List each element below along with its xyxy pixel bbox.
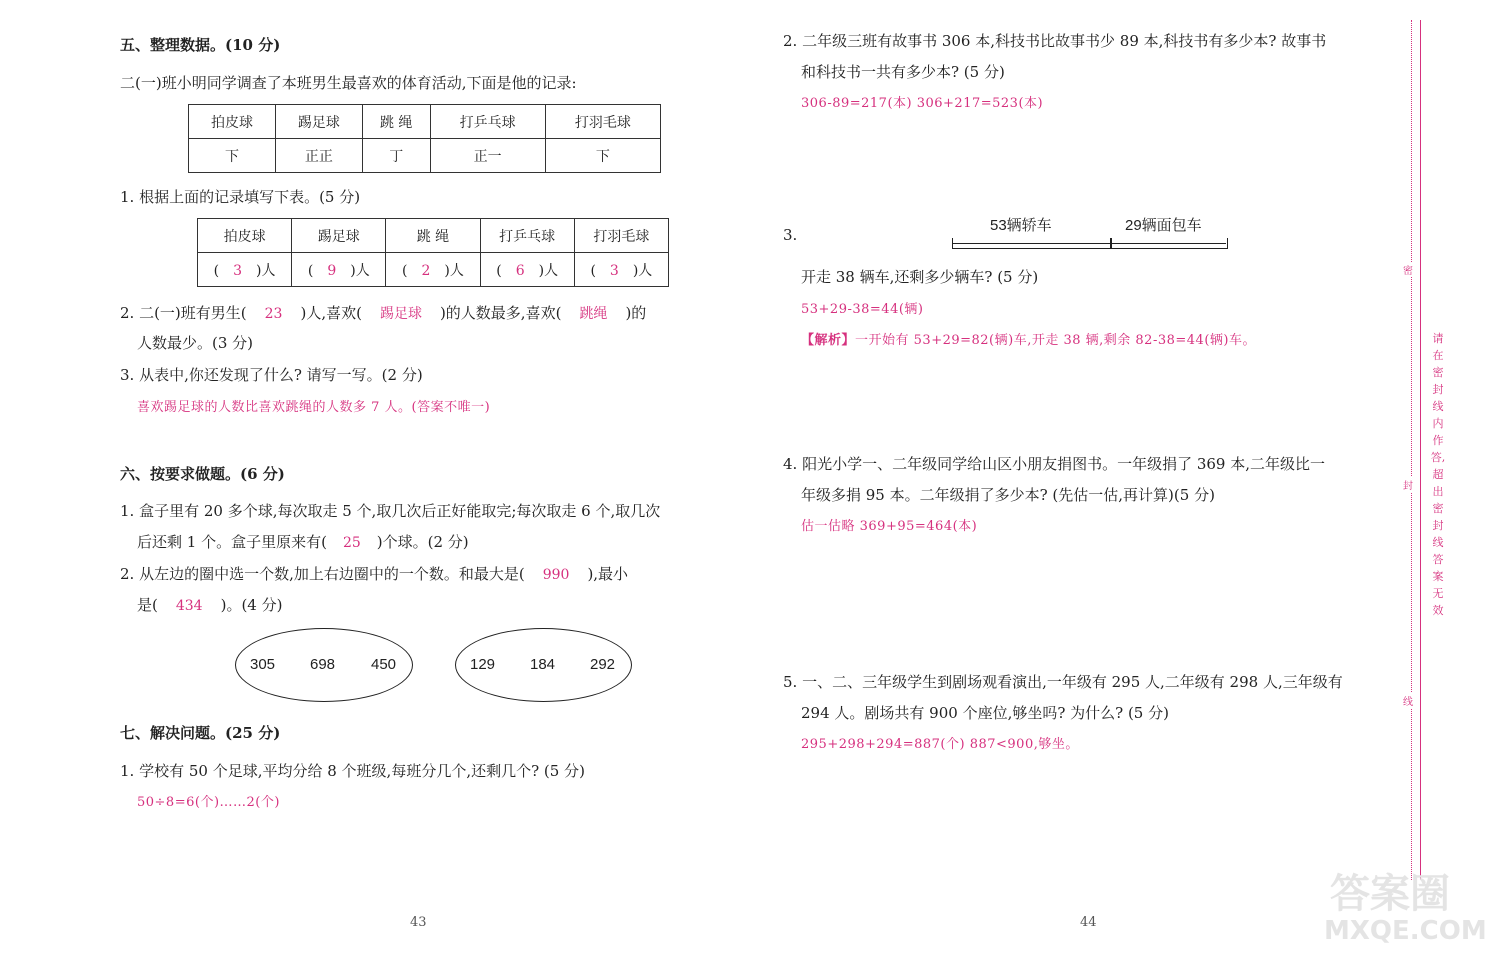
page-number-right: 44 [1080,915,1097,930]
r-question-2-line2: 和科技书一共有多少本? (5 分) [801,63,1005,81]
r-question-3-answer: 53+29-38=44(辆) [801,302,924,317]
question-3-text: 3. 从表中,你还发现了什么? 请写一写。(2 分) [120,366,423,384]
watermark-url: MXQE.COM [1324,916,1487,946]
r-question-4-answer: 估一估略 369+95=464(本) [801,519,978,534]
r-question-4-line2: 年级多捐 95 本。二年级捐了多少本? (先估一估,再计算)(5 分) [801,486,1215,504]
s6-question-2-line1: 2. 从左边的圈中选一个数,加上右边圈中的一个数。和最大是( 990 ),最小 [120,565,629,583]
count-cell-0: ( 3 )人 [198,253,292,287]
right-circle-number-2: 292 [590,656,616,673]
q2-answer-boys: 23 [264,306,283,322]
page-number-left: 43 [410,915,427,930]
count-cell-1: ( 9 )人 [292,253,386,287]
count-cell-2: ( 2 )人 [386,253,480,287]
q2-answer-most: 踢足球 [379,306,422,322]
s7-question-1-text: 1. 学校有 50 个足球,平均分给 8 个班级,每班分几个,还剩几个? (5 分) [120,762,585,780]
seal-mark-bottom: 线 [1403,693,1413,708]
r-question-2-line1: 2. 二年级三班有故事书 306 本,科技书比故事书少 89 本,科技书有多少本? 故事书 [783,32,1327,50]
tally-mark-1: 正正 [275,139,362,173]
tally-header-0: 拍皮球 [189,105,276,139]
bar-label-vans: 29辆面包车 [1125,217,1202,234]
tally-mark-2: 丁 [362,139,430,173]
tally-header-2: 跳 绳 [362,105,430,139]
tally-header-3: 打乒乓球 [430,105,545,139]
tally-table [188,104,661,173]
question-2-line2: 人数最少。(3 分) [137,334,254,352]
analysis-tag: 【解析】 [801,333,856,348]
tally-header-4: 打羽毛球 [545,105,660,139]
r-question-3-number: 3. [783,226,798,244]
seal-line-notice: 请在密封线内作答,超出密封线答案无效 [1430,332,1446,617]
seal-mark-top: 密 [1403,262,1413,277]
left-circle-number-2: 450 [371,656,397,673]
seal-mark-middle: 封 [1403,477,1413,492]
left-circle-number-1: 698 [310,656,336,673]
question-3-answer: 喜欢踢足球的人数比喜欢跳绳的人数多 7 人。(答案不唯一) [137,400,491,415]
bar-label-cars: 53辆轿车 [990,217,1052,234]
count-answer-4: 3 [609,262,619,279]
s6q2-answer-max: 990 [542,567,570,583]
question-2-line1: 2. 二(一)班有男生( 23 )人,喜欢( 踢足球 )的人数最多,喜欢( 跳绳 )的 [120,304,647,322]
count-table [197,218,669,287]
tally-mark-4: 下 [545,139,660,173]
count-header-2: 跳 绳 [386,219,480,253]
section5-intro: 二(一)班小明同学调查了本班男生最喜欢的体育活动,下面是他的记录: [120,74,577,92]
section6-title: 六、按要求做题。(6 分) [120,465,285,483]
s7-question-1-answer: 50÷8=6(个)……2(个) [137,795,280,810]
question-1-text: 1. 根据上面的记录填写下表。(5 分) [120,188,361,206]
tally-header-1: 踢足球 [275,105,362,139]
count-header-0: 拍皮球 [198,219,292,253]
q2-answer-least: 跳绳 [579,306,608,322]
r-question-2-answer: 306-89=217(本) 306+217=523(本) [801,96,1044,111]
r-question-5-answer: 295+298+294=887(个) 887<900,够坐。 [801,737,1079,752]
r-question-5-line1: 5. 一、二、三年级学生到剧场观看演出,一年级有 295 人,二年级有 298 人,三年级有 [783,673,1343,691]
seal-line-solid [1420,20,1421,880]
count-answer-2: 2 [421,262,431,279]
watermark-logo-text: 答案圈 [1330,871,1450,917]
r-question-5-line2: 294 人。剧场共有 900 个座位,够坐吗? 为什么? (5 分) [801,704,1169,722]
section7-title: 七、解决问题。(25 分) [120,724,281,742]
s6-question-2-line2: 是( 434 )。(4 分) [137,596,283,614]
r-question-3-analysis: 【解析】一开始有 53+29=82(辆)车,开走 38 辆,剩余 82-38=44(辆)车。 [801,333,1256,348]
section5-title: 五、整理数据。(10 分) [120,36,281,54]
count-header-3: 打乒乓球 [480,219,574,253]
s6q2-answer-min: 434 [175,598,203,614]
right-circle-number-1: 184 [530,656,556,673]
s6-question-1-line2: 后还剩 1 个。盒子里原来有( 25 )个球。(2 分) [137,533,469,551]
count-answer-1: 9 [327,262,337,279]
seal-line-dotted [1411,20,1412,880]
tally-mark-3: 正一 [430,139,545,173]
count-cell-3: ( 6 )人 [480,253,574,287]
r-question-3-text: 开走 38 辆车,还剩多少辆车? (5 分) [801,268,1039,286]
count-answer-3: 6 [515,262,525,279]
tally-mark-0: 下 [189,139,276,173]
bar-baseline [952,243,1226,244]
r-question-4-line1: 4. 阳光小学一、二年级同学给山区小朋友捐图书。一年级捐了 369 本,二年级比一 [783,455,1326,473]
right-circle-number-0: 129 [470,656,496,673]
s6q1-answer: 25 [342,535,361,551]
count-cell-4: ( 3 )人 [574,253,668,287]
count-header-4: 打羽毛球 [574,219,668,253]
left-circle-number-0: 305 [250,656,276,673]
count-answer-0: 3 [233,262,243,279]
s6-question-1-line1: 1. 盒子里有 20 多个球,每次取走 5 个,取几次后正好能取完;每次取走 6 个,取几次 [120,502,661,520]
count-header-1: 踢足球 [292,219,386,253]
